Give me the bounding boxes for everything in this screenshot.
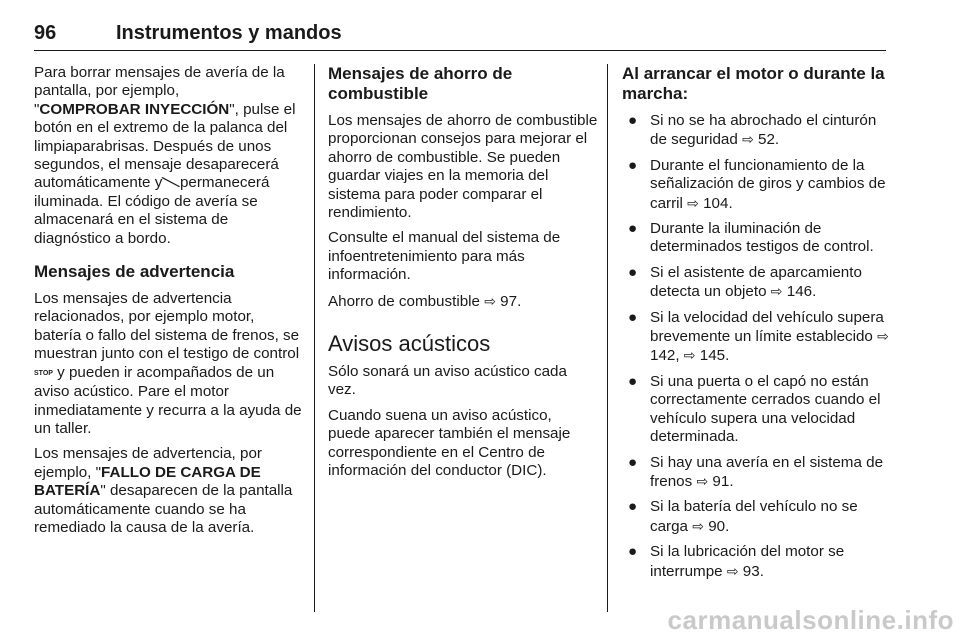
page-ref-link[interactable]: 146. <box>786 283 817 301</box>
column-divider-2 <box>607 64 608 612</box>
bullet-icon: ● <box>628 372 638 390</box>
page-ref-link[interactable]: 52. <box>758 131 780 149</box>
stop-icon: STOP <box>34 369 53 377</box>
bullet-icon: ● <box>628 263 638 281</box>
paragraph-fuel-2: Consulte el manual del sistema de infoentretenimiento para más información. <box>328 229 561 284</box>
page-ref-arrow-icon: ⇨ <box>726 562 739 579</box>
paragraph-acoustic-1: Sólo sonará un aviso acústico cada vez. <box>328 363 567 399</box>
list-item: ● Si hay una avería en el sistema de frenos ⇨ 91. <box>628 453 884 490</box>
page-ref-arrow-icon: ⇨ <box>687 194 699 211</box>
bullet-icon: ● <box>628 308 638 326</box>
column-1 <box>34 64 302 544</box>
paragraph-acoustic-2: Cuando suena un aviso acústico, puede aparecer también el mensaje correspondiente en el Centro de información del conductor (DIC). <box>328 406 571 480</box>
page-ref-link[interactable]: 91. <box>712 472 734 490</box>
page-ref-arrow-icon: ⇨ <box>692 517 704 534</box>
list-item: ● Si una puerta o el capó no están correctamente cerrados cuando el vehículo supera una velocidad determinada. <box>628 372 881 446</box>
bullet-icon: ● <box>628 112 638 129</box>
bullet-icon: ● <box>628 498 638 516</box>
page-ref-link[interactable]: 145. <box>699 347 730 365</box>
list-item: ● Durante la iluminación de determinados testigos de control. <box>628 220 874 256</box>
page-ref-arrow-icon: ⇨ <box>484 292 496 309</box>
page-number: 96 <box>34 22 57 44</box>
list-item: ● Si la lubricación del motor se interrumpe ⇨ 93. <box>628 543 845 580</box>
heading-warning-messages: Mensajes de advertencia <box>34 262 235 282</box>
paragraph-warning: Los mensajes de advertencia relacionados, por ejemplo motor, batería o fallo del sistema de frenos, se muestran junto con el testigo de control STOP y pueden ir acompañados de un aviso acústico. Pare el motor inmediatamente y recurra a la ayuda de un taller. <box>34 290 302 437</box>
column-3 <box>622 64 890 588</box>
page-ref-arrow-icon: ⇨ <box>877 328 889 345</box>
bullet-icon: ● <box>628 156 638 174</box>
paragraph-clear-messages: Para borrar mensajes de avería de la pantalla, por ejemplo, "COMPROBAR INYECCIÓN", pulse el botón en el extremo de la palanca del limpiaparabrisas. Después de unos segundos, el mensaje desaparecerá automáticamente y ╲ permanecerá iluminada. El código de avería se almacenará en el sistema de diagnóstico a bordo. <box>34 64 296 247</box>
page-ref-arrow-icon: ⇨ <box>770 283 783 300</box>
list-item: ● Si no se ha abrochado el cinturón de seguridad ⇨ 52. <box>628 112 877 149</box>
watermark: carmanualsonline.info <box>667 605 954 635</box>
list-item: ● Si el asistente de aparcamiento detecta un objeto ⇨ 146. <box>628 263 862 301</box>
warning-list <box>622 112 890 581</box>
page-ref-link[interactable]: 142, <box>650 347 680 365</box>
wrench-icon: ╲ <box>162 173 180 193</box>
heading-start-engine: Al arrancar el motor o durante la marcha: <box>622 64 885 103</box>
page-title: Instrumentos y mandos <box>116 22 342 44</box>
page-ref-link[interactable]: 90. <box>708 517 730 535</box>
column-divider-1 <box>314 64 315 612</box>
heading-fuel-messages: Mensajes de ahorro de combustible <box>328 64 513 103</box>
page-header <box>34 22 886 51</box>
bullet-icon: ● <box>628 220 638 238</box>
list-item: ● Si la batería del vehículo no se carga ⇨ 90. <box>628 498 858 535</box>
page-ref-arrow-icon: ⇨ <box>683 347 696 364</box>
page-ref-arrow-icon: ⇨ <box>696 472 709 489</box>
bullet-icon: ● <box>628 543 638 561</box>
heading-acoustic-warnings: Avisos acústicos <box>328 331 491 357</box>
paragraph-fuel-3: Ahorro de combustible ⇨ 97. <box>328 292 522 310</box>
message-check-injection: COMPROBAR INYECCIÓN <box>39 100 230 118</box>
paragraph-battery: Los mensajes de advertencia, por ejemplo, "FALLO DE CARGA DE BATERÍA" desaparecen de la pantalla automáticamente cuando se ha remediado la causa de la avería. <box>34 445 293 536</box>
list-item: ● Durante el funcionamiento de la señalización de giros y cambios de carril ⇨ 104. <box>628 156 886 212</box>
page-ref-link[interactable]: 104. <box>703 194 733 212</box>
paragraph-fuel-1: Los mensajes de ahorro de combustible proporcionan consejos para mejorar el ahorro de combustible. Se pueden guardar viajes en la memoria del sistema para poder comparar el rendimiento. <box>328 112 598 222</box>
column-2 <box>328 64 598 488</box>
page-ref-arrow-icon: ⇨ <box>742 131 754 148</box>
message-battery-charge-fault: FALLO DE CARGA DE BATERÍA <box>34 463 261 500</box>
page-ref-link[interactable]: 93. <box>742 562 764 580</box>
page-ref-link[interactable]: 97. <box>500 292 522 310</box>
list-item: ● Si la velocidad del vehículo supera brevemente un límite establecido ⇨ 142, ⇨ 145. <box>628 308 889 365</box>
bullet-icon: ● <box>628 453 638 471</box>
